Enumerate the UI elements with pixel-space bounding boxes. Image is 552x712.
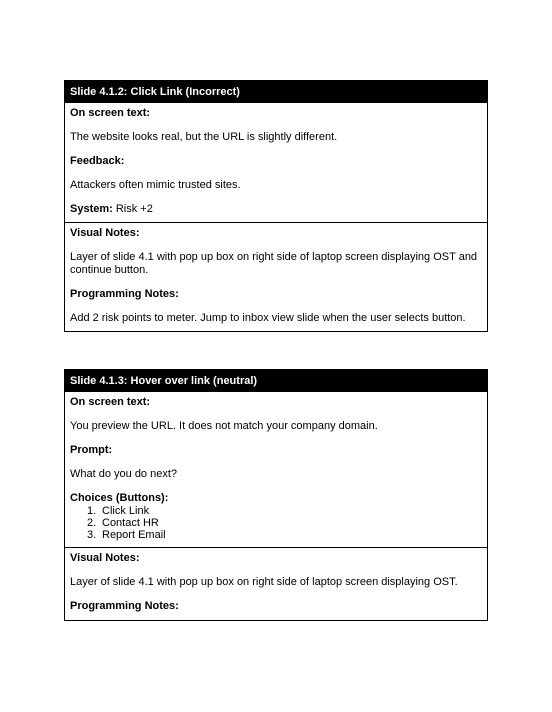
on-screen-text: The website looks real, but the URL is slightly different. <box>70 131 338 143</box>
list-item <box>87 505 482 517</box>
choice-label: Report Email <box>102 529 166 541</box>
choices-label: Choices (Buttons): <box>70 492 169 504</box>
choice-number: 2. <box>87 517 97 529</box>
programming-notes-text: Add 2 risk points to meter. Jump to inbox view slide when the user selects button. <box>70 312 466 324</box>
slide-4-1-3-table <box>64 369 488 621</box>
notes-cell <box>65 547 487 620</box>
choices-list <box>70 505 482 541</box>
choice-number: 1. <box>87 505 97 517</box>
notes-cell <box>65 222 487 331</box>
feedback-label: Feedback: <box>70 155 125 167</box>
programming-notes-label: Programming Notes: <box>70 600 179 612</box>
visual-notes-text: Layer of slide 4.1 with pop up box on right side of laptop screen displaying OST and continue button. <box>70 251 478 276</box>
content-cell <box>65 103 487 222</box>
system-value: Risk +2 <box>115 203 153 215</box>
slide-4-1-2-table <box>64 80 488 332</box>
prompt-text: What do you do next? <box>70 468 178 480</box>
slide-title: Slide 4.1.2: Click Link (Incorrect) <box>65 81 487 103</box>
list-item <box>87 529 482 541</box>
visual-notes-text: Layer of slide 4.1 with pop up box on right side of laptop screen displaying OST. <box>70 576 458 588</box>
feedback-text: Attackers often mimic trusted sites. <box>70 179 241 191</box>
content-cell <box>65 392 487 547</box>
on-screen-text-label: On screen text: <box>70 107 151 119</box>
visual-notes-label: Visual Notes: <box>70 227 140 239</box>
system-line <box>70 203 482 216</box>
system-label: System: <box>70 203 113 215</box>
on-screen-text-label: On screen text: <box>70 396 151 408</box>
programming-notes-label: Programming Notes: <box>70 288 179 300</box>
choice-label: Click Link <box>102 505 150 517</box>
list-item <box>87 517 482 529</box>
choice-number: 3. <box>87 529 97 541</box>
choice-label: Contact HR <box>102 517 159 529</box>
slide-title: Slide 4.1.3: Hover over link (neutral) <box>65 370 487 392</box>
visual-notes-label: Visual Notes: <box>70 552 140 564</box>
on-screen-text: You preview the URL. It does not match your company domain. <box>70 420 378 432</box>
prompt-label: Prompt: <box>70 444 113 456</box>
